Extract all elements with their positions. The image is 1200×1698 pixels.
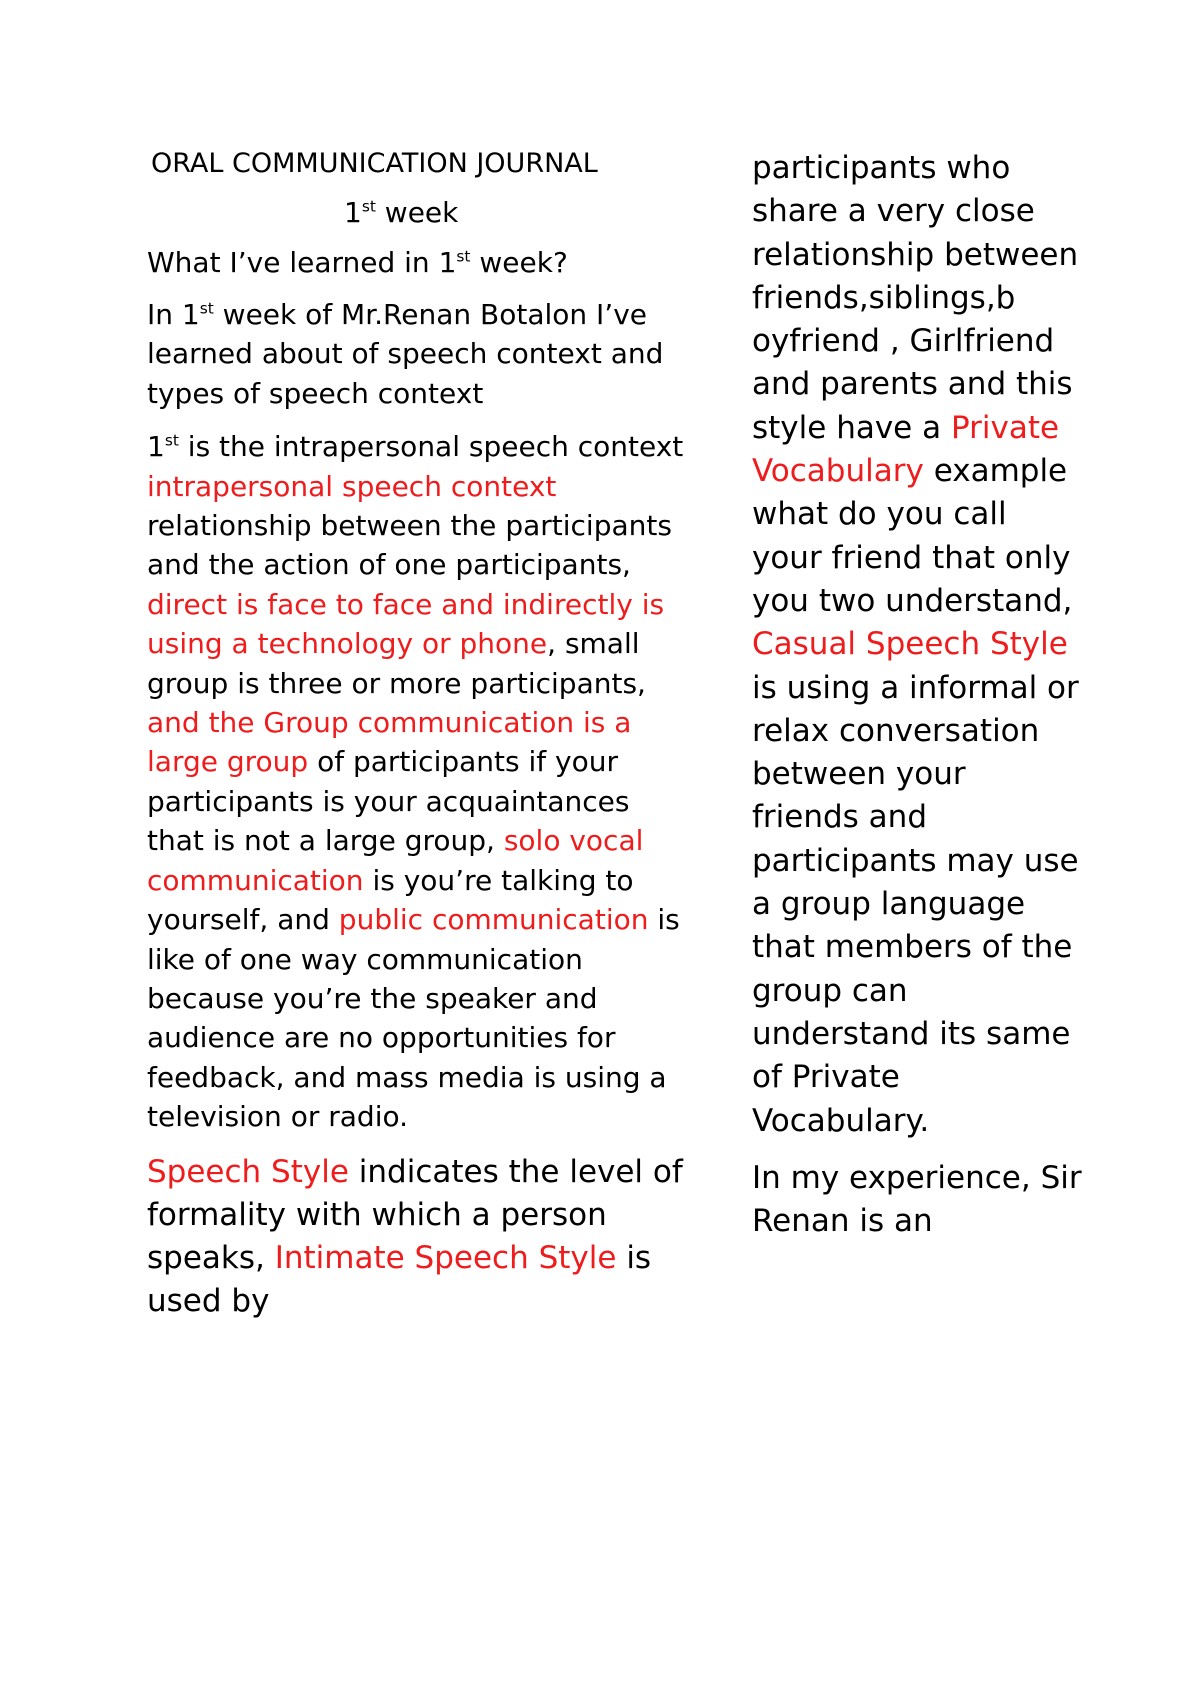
context-text-3: , small group is three or more participants, [147, 627, 646, 700]
week-number: 1 [344, 196, 362, 229]
context-text-5: is you’re talking to yourself, and [147, 863, 634, 937]
highlight-direct-indirect: direct is face to face and indirectly is using a technology or phone [147, 587, 665, 661]
intro-before: In 1 [147, 298, 200, 331]
intro-after: week of Mr.Renan Botalon I’ve learned about of speech context and types of speech context [147, 298, 664, 410]
speech-style-paragraph-start [147, 1151, 687, 1324]
question-before: What I’ve learned in 1 [147, 246, 457, 279]
experience-paragraph: In my experience, Sir Renan is an [752, 1159, 1082, 1240]
intro-ordinal-suffix: st [199, 299, 214, 318]
speech-style-paragraph-continued [752, 147, 1082, 1143]
question-heading [147, 245, 687, 281]
style-text-2-continued: participants who share a very close relationship between friends,siblings,b oyfriend , Girlfriend and parents and this style have a [752, 150, 1079, 446]
question-ordinal-suffix: st [456, 247, 471, 266]
document-title: ORAL COMMUNICATION JOURNAL [151, 148, 598, 179]
question-after: week? [470, 246, 568, 279]
highlight-group-communication: and the Group communication is a large group [147, 706, 632, 779]
style-text-3: example what do you call your friend that only you two understand, [752, 453, 1073, 619]
left-column [147, 147, 687, 1324]
style-text-2-start: is used by [147, 1240, 652, 1320]
context-text-6: is like of one way communication because you’re the speaker and audience are no opportunities for feedback, and mass media is using a television or radio. [147, 903, 680, 1134]
context-text-2: relationship between the participants and the action of one participants, [147, 509, 672, 582]
speech-context-paragraph [147, 427, 687, 1136]
context-number: 1 [147, 430, 165, 464]
highlight-speech-style: Speech Style [147, 1153, 349, 1190]
highlight-intrapersonal: intrapersonal speech context [147, 469, 557, 503]
highlight-casual-speech-style: Casual Speech Style [752, 626, 1068, 663]
week-ordinal-suffix: st [361, 197, 376, 216]
highlight-intimate-speech-style: Intimate Speech Style [274, 1240, 617, 1277]
highlight-private-vocabulary: Private Vocabulary [752, 409, 1060, 490]
highlight-solo-vocal: solo vocal communication [147, 824, 644, 897]
style-text-4: is using a informal or relax conversation between your friends and participants may use a group language that members of the group can understand its same of Private Vocabulary. [752, 669, 1079, 1139]
right-column [752, 147, 1082, 1243]
highlight-public-communication: public communication [338, 903, 649, 937]
week-heading [147, 195, 687, 231]
week-label: week [375, 196, 459, 229]
context-ordinal-suffix: st [164, 431, 179, 450]
style-text-1: indicates the level of formality with which a person speaks, [147, 1153, 683, 1277]
context-text-4: of participants if your participants is your acquaintances that is not a large group, [147, 745, 630, 858]
context-text-1: is the intrapersonal speech context [178, 430, 684, 464]
intro-paragraph [147, 295, 687, 413]
